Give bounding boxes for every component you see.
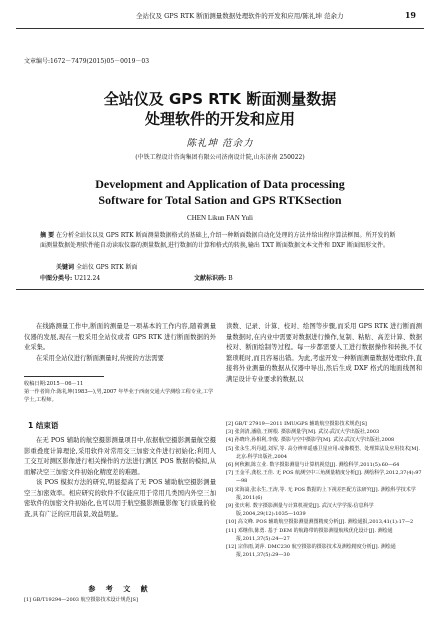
- doc-code-value: B: [228, 275, 233, 282]
- running-header: [16, 6, 424, 28]
- reference-item: [4] 孙晓玲,孙相利,李俊. 摄影与空中摄影学[M]. 武汉:武汉大学出版社,2008: [226, 437, 395, 444]
- classification: [40, 273, 233, 282]
- abstract-text: 在分析全站仪以及 GPS RTK 断面测量数据格式的基础上,介绍一种断面数据自动化处理的方法并给出程序算法框图。所开发的断面测量数据处理软件能自动读取仪器的测量数据,进行数据的计算和格式的转换,输出 TXT 断面数据文本文件和 DXF 断面图形文件。: [40, 232, 396, 249]
- affiliation-cn: (中铁工程设计咨询集团有限公司济南设计院,山东济南 250022): [135, 154, 305, 161]
- abstract: [40, 231, 400, 251]
- section-heading: 1 结束语: [28, 421, 59, 430]
- reference-first: [24, 596, 216, 604]
- intro-paragraph: 在采用全站仪进行断面测量时,传统的方法需要: [36, 354, 164, 362]
- body-text-right: [226, 322, 422, 385]
- conclusion-paragraph: 在无 POS 辅助的航空摄影测量项目中,依据航空摄影测量航空摄影重叠度计算理论,采用软件对常用交三加密文件进行初始化;利用人工交互对测区影像进行相关操作的方法进行测区 POS 数据的模拟,从而解决空三加密文件初始化精度差的难题。: [24, 437, 216, 476]
- reference-item: [10] 高文峰. POS 辅助航空摄影测量测图精度分析[J]. 测绘通报,2013,41(1):17—2: [226, 519, 414, 526]
- abstract-rule: [16, 289, 424, 290]
- clc-label: 中图分类号:: [40, 275, 73, 282]
- header-rule: [16, 28, 424, 29]
- intro-text: [24, 322, 216, 364]
- received-footnote: 收稿日期:2015－06－11 第一作者简介:陈礼坤(1983—),男,2007 年毕业于西南交通大学测绘工程专业,工学学士,工程师。: [24, 381, 214, 403]
- keywords-text: 全站仪 GPS RTK 断面: [75, 264, 138, 271]
- footnote-rule: [24, 376, 104, 377]
- intro-paragraph: 在线路测量工作中,断面的测量是一项基本的工作内容,随着测量仪器的发展,现在一般采用全站仪或者 GPS RTK 进行断面数据的外业采集。: [24, 323, 216, 351]
- abstract-label: 摘 要: [40, 232, 55, 239]
- reference-item: [2] GB/T 27919—2011 IMU/GPS 辅助航空摄影技术规范[S]: [226, 421, 367, 427]
- keywords-label: 关键词: [56, 264, 75, 271]
- reference-item: [3] 张剑清,潘励,王树根. 摄影测量学[M]. 武汉:武汉大学出版社,2003: [226, 429, 380, 436]
- conclusion-text: [24, 436, 216, 520]
- title-cn-line2: 处理软件的开发和应用: [144, 110, 295, 128]
- reference-item: [5] 张永生,巩丹超,刘军,等. 高分辨率遥感卫星应用:成像模型、处理算法及应用技术[M]. 北京:科学出版社,2004: [226, 445, 420, 460]
- reference-item: [9] 张庆利. 数字摄影测量与计算机视觉[J]. 武汉大学学报:信息科学版,2004,29(12):1035—1039: [226, 503, 374, 518]
- title-cn-line1: 全站仪及 GPS RTK 断面测量数据: [103, 90, 337, 108]
- reference-list: [226, 420, 422, 559]
- page-number: 19: [404, 10, 416, 20]
- reference-item: [7] 王金平,龚松,王佳. 无 POS 航测空中三角测量精度分析[J]. 测绘科学,2012,37(4):97—98: [226, 470, 422, 485]
- body-paragraph: 读数、记录、计算、校对、绘图等步骤,而采用 GPS RTK 进行断面测量数据时,在内业中需要对数据进行操作,复制、粘贴、高差计算、数据校对、断面绘制等过程。每一步都需要人工进行数据操作和转换,不仅繁琐耗时,而且容易出错。为此,考虑开发一种断面测量数据处理软件,直接将外业测量的数据从仪器中导出,然后生成 DXF 格式的地面线图和满足设计专业要求的数据,以: [226, 323, 422, 383]
- reference-item: [8] 宋海嵩,张永生,王涛,等. 无 POS 数据的上下视差匹配方法研究[J]. 测绘科学技术学报,2011(6): [226, 486, 416, 501]
- references-heading: 参 考 文 献: [88, 585, 152, 593]
- reference-item: [11] 邓继伟,陈勇. 基于 DEM 的航路带的摄影测量航线优化设计[J]. 测绘通报,2011,37(5):24—27: [226, 527, 393, 542]
- keywords: [56, 262, 138, 271]
- doc-code-label: 文献标识码:: [194, 275, 227, 282]
- conclusion-paragraph: 该 POS 模拟方法的研究,明显提高了无 POS 辅助航空摄影测量空三加密效率。相应研究的软件不仅能应用于常用几类国内外空三加密软件的加密文件初始化,也可以用于航空摄影测量影像飞行质量的检查,具有广泛的应用前景,效益明显。: [24, 479, 216, 518]
- title-en-line1: Development and Application of Data processing: [95, 177, 345, 191]
- clc-value: U212.24: [74, 275, 101, 282]
- running-title: 全站仪及 GPS RTK 断面测量数据处理软件的开发和应用/陈礼坤 范余力: [136, 12, 344, 20]
- authors-en: CHEN Likun FAN Yuli: [187, 214, 253, 222]
- reference-item: [1] GB/T19294—2003 航空摄影技术设计规范[S]: [24, 597, 138, 603]
- title-en-line2: Software for Total Sation and GPS RTKSection: [98, 193, 342, 207]
- reference-item: [12] 宗伟雨,刘萍. DMC230 航空摄影的摄影技术及测绘精度分析[J]. 测绘通报,2011,37(5):29—30: [226, 544, 396, 559]
- article-meta: 文章编号:1672－7479(2015)05－0019－03: [24, 58, 150, 65]
- reference-item: [6] 何秋湘,陈立业. 数字摄影测量与计算机视觉[J]. 测绘科学,2011(5):60—64: [226, 462, 400, 469]
- authors-cn: 陈礼坤 范余力: [186, 138, 254, 149]
